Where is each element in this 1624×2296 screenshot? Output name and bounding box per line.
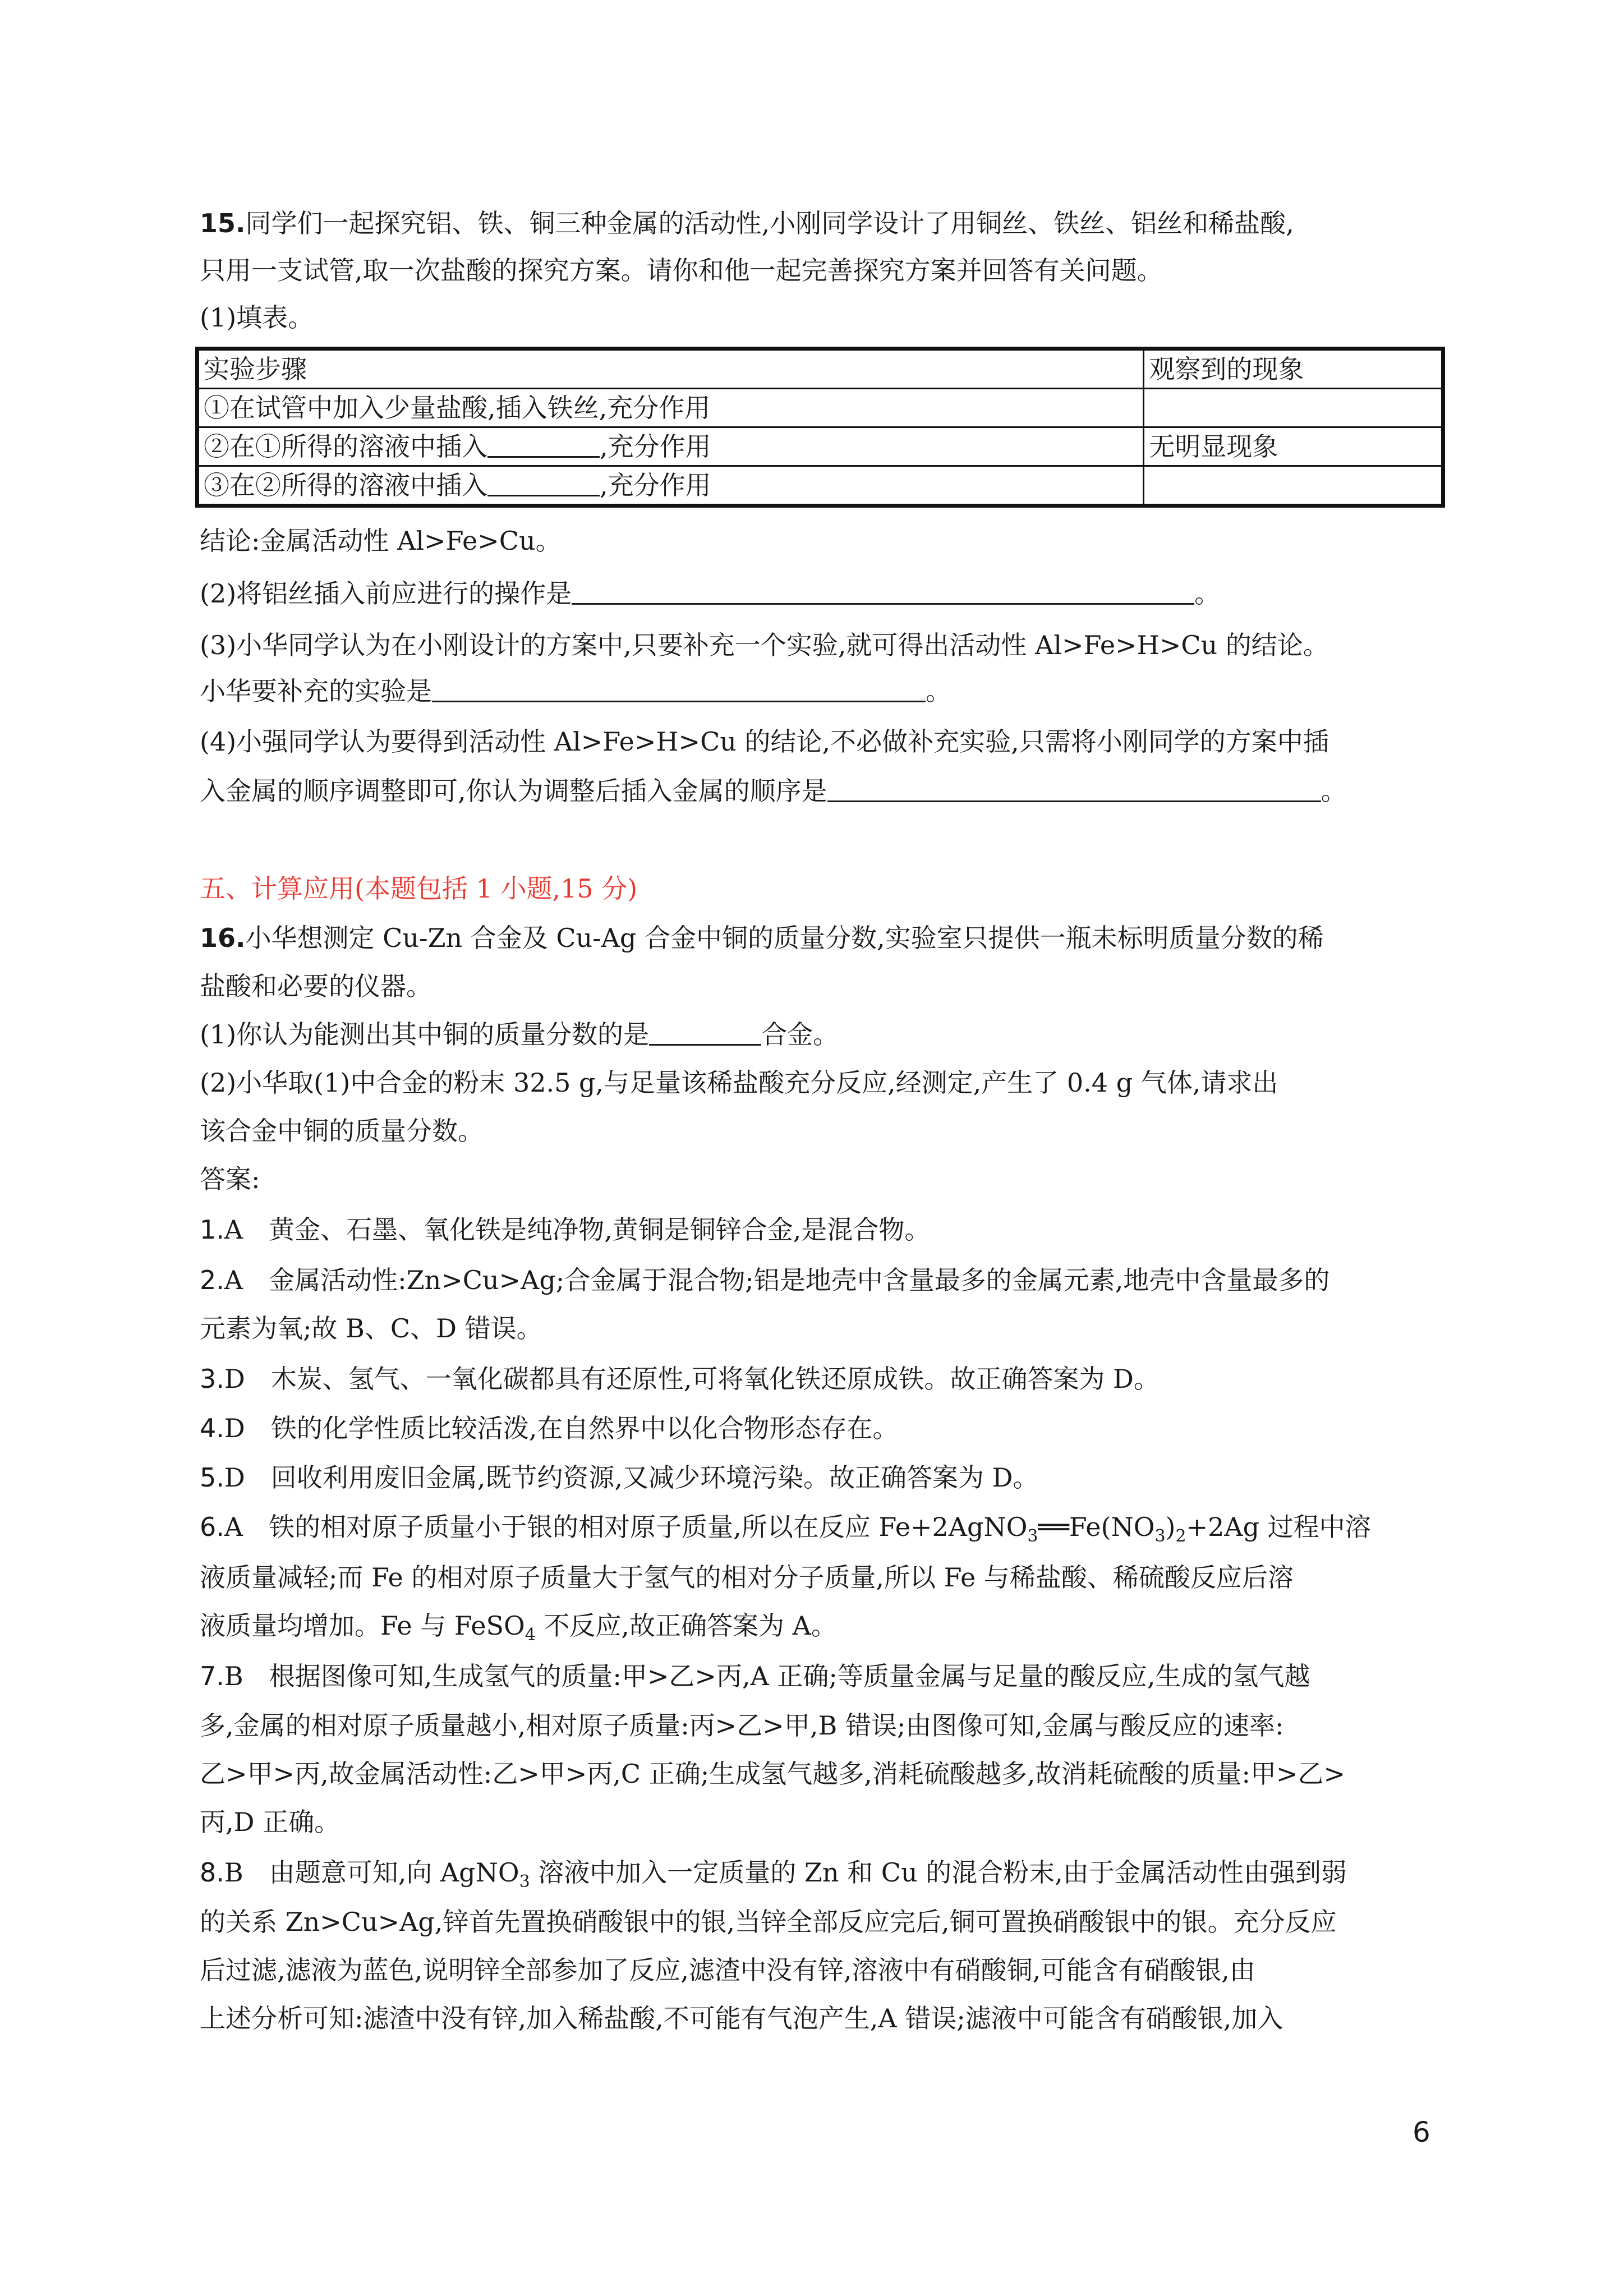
answer-6-line-1 [200,1509,1434,1554]
answer-3-text: D 木炭、氢气、一氧化碳都具有还原性,可将氧化铁还原成铁。故正确答案为 D。 [224,1364,1160,1394]
row-3-step-text-a: ③在②所得的溶液中插入 [204,470,487,500]
answer-8-text-1b: 溶液中加入一定质量的 Zn 和 Cu 的混合粉末,由于金属活动性由强到弱 [530,1857,1347,1888]
q15-part-3-line-2 [200,673,1434,709]
answer-6-sub-1: 3 [1027,1526,1038,1547]
q15-part-3-blank[interactable] [432,676,926,702]
q15-part-4-end: 。 [1321,776,1347,806]
table-header-step: 实验步骤 [197,349,1144,389]
answer-7-line-4: 丙,D 正确。 [200,1807,341,1837]
answer-6-text-1b: ══Fe(NO [1038,1512,1155,1542]
page-number: 6 [1413,2116,1430,2148]
q16-part-1-text: (1)你认为能测出其中铜的质量分数的是 [200,1019,650,1050]
q16-part-2-line-1: (2)小华取(1)中合金的粉末 32.5 g,与足量该稀盐酸充分反应,经测定,产生了 0.4 g 气体,请求出 [200,1068,1278,1098]
q15-part-4-line-2 [200,773,1434,809]
table-row-1-step: ①在试管中加入少量盐酸,插入铁丝,充分作用 [197,389,1144,427]
q15-part-4-line-1: (4)小强同学认为要得到活动性 Al>Fe>H>Cu 的结论,不必做补充实验,只需将小刚同学的方案中插 [200,726,1329,757]
answer-7-line-3: 乙>甲>丙,故金属活动性:乙>甲>丙,C 正确;生成氢气越多,消耗硫酸越多,故消耗硫酸的质量:甲>乙> [200,1759,1346,1789]
table-header-row [197,349,1443,389]
q16-text-1: 小华想测定 Cu-Zn 合金及 Cu-Ag 合金中铜的质量分数,实验室只提供一瓶未标明质量分数的稀 [245,923,1324,953]
q15-part-1: (1)填表。 [200,302,314,333]
answer-8-line-2: 的关系 Zn>Cu>Ag,锌首先置换硝酸银中的银,当锌全部反应完后,铜可置换硝酸银中的银。充分反应 [200,1907,1337,1937]
answer-6-text-3a: 液质量均增加。Fe 与 FeSO [200,1611,525,1641]
row-2-step-text-b: ,充分作用 [600,431,711,462]
q16-number: 16. [200,923,246,953]
answer-4-text: D 铁的化学性质比较活泼,在自然界中以化合物形态存在。 [224,1413,899,1443]
q15-part-2 [200,576,1434,611]
table-row-3-observation [1144,466,1443,506]
answer-4-number: 4. [200,1413,224,1443]
answer-8-line-3: 后过滤,滤液为蓝色,说明锌全部参加了反应,滤渣中没有锌,溶液中有硝酸铜,可能含有硝酸银,由 [200,1955,1255,1985]
answer-5-number: 5. [200,1462,224,1493]
answer-6-text-1d: +2Ag 过程中溶 [1186,1512,1371,1542]
q15-number: 15. [200,208,246,238]
answer-1-number: 1. [200,1214,224,1245]
q15-part-3-line-1: (3)小华同学认为在小刚设计的方案中,只要补充一个实验,就可得出活动性 Al>Fe>H>Cu 的结论。 [200,630,1329,660]
answer-1 [200,1212,1434,1248]
answer-8-line-4: 上述分析可知:滤渣中没有锌,加入稀盐酸,不可能有气泡产生,A 错误;滤液中可能含有硝酸银,加入 [200,2003,1283,2033]
q16-part-1 [200,1016,1434,1052]
answer-6-line-2: 液质量减轻;而 Fe 的相对原子质量大于氢气的相对分子质量,所以 Fe 与稀盐酸、稀硫酸反应后溶 [200,1562,1294,1593]
answer-6-sub-4: 4 [525,1625,536,1645]
q15-part-4-text: 入金属的顺序调整即可,你认为调整后插入金属的顺序是 [200,776,827,806]
q15-part-3-text: 小华要补充的实验是 [200,676,432,706]
answer-7-line-2: 多,金属的相对原子质量越小,相对原子质量:丙>乙>甲,B 错误;由图像可知,金属与酸反应的速率: [200,1710,1284,1741]
answer-5-text: D 回收利用废旧金属,既节约资源,又减少环境污染。故正确答案为 D。 [224,1462,1039,1493]
answer-7-number: 7. [200,1661,224,1691]
answer-6-text-1c: ) [1165,1512,1176,1542]
q15-part-2-text: (2)将铝丝插入前应进行的操作是 [200,578,572,609]
q15-part-3-end: 。 [926,676,951,706]
table-row-2-step [197,427,1144,466]
table-row-1-observation [1144,389,1443,427]
q16-part-1-end: 合金。 [761,1019,839,1050]
row-3-step-text-b: ,充分作用 [600,470,711,500]
q15-line-2: 只用一支试管,取一次盐酸的探究方案。请你和他一起完善探究方案并回答有关问题。 [200,255,1163,286]
q15-line-1 [200,205,1434,241]
q16-part-2-line-2: 该合金中铜的质量分数。 [200,1116,484,1146]
table-row-2-observation: 无明显现象 [1144,427,1443,466]
answer-6-sub-2: 3 [1154,1526,1166,1547]
section-5-heading: 五、计算应用(本题包括 1 小题,15 分) [200,873,638,904]
q15-text-1: 同学们一起探究铝、铁、铜三种金属的活动性,小刚同学设计了用铜丝、铁丝、铝丝和稀盐酸, [245,208,1294,238]
q15-part-2-end: 。 [1194,578,1221,609]
answer-6-text-3b: 不反应,故正确答案为 A。 [535,1611,837,1641]
table-row-3-step [197,466,1144,506]
answer-6-number: 6. [200,1512,224,1542]
answer-6-sub-3: 2 [1175,1526,1186,1547]
answer-6-text-1a: A 铁的相对原子质量小于银的相对原子质量,所以在反应 Fe+2AgNO [224,1512,1028,1542]
answer-4 [200,1410,1434,1446]
answer-8-sub-1: 3 [519,1872,530,1892]
answer-2-text-1: A 金属活动性:Zn>Cu>Ag;合金属于混合物;铝是地壳中含量最多的金属元素,地壳中含量最多的 [224,1265,1330,1295]
table-header-observation: 观察到的现象 [1144,349,1443,389]
table-row [197,466,1443,506]
answer-8-text-1a: B 由题意可知,向 AgNO [224,1857,519,1888]
answer-7-text-1: B 根据图像可知,生成氢气的质量:甲>乙>丙,A 正确;等质量金属与足量的酸反应,生成的氢气越 [224,1661,1310,1691]
row-2-step-text-a: ②在①所得的溶液中插入 [204,431,487,462]
answer-3 [200,1361,1434,1397]
answer-7-line-1 [200,1658,1434,1694]
answer-5 [200,1460,1434,1496]
row-3-answer-blank[interactable] [487,470,600,496]
answer-3-number: 3. [200,1364,224,1394]
answer-8-number: 8. [200,1857,224,1888]
answers-title: 答案: [200,1164,260,1194]
table-row [197,389,1443,427]
q15-part-2-blank[interactable] [572,578,1194,605]
experiment-table [195,347,1445,508]
q16-line-1 [200,920,1434,956]
row-2-answer-blank[interactable] [487,431,600,458]
answer-6-line-3 [200,1608,1434,1653]
q16-part-1-blank[interactable] [649,1019,761,1046]
answer-2-number: 2. [200,1265,224,1295]
answer-2-line-1 [200,1262,1434,1298]
q15-conclusion: 结论:金属活动性 Al>Fe>Cu。 [200,526,562,556]
answer-1-text: A 黄金、石墨、氧化铁是纯净物,黄铜是铜锌合金,是混合物。 [224,1214,931,1245]
table-row [197,427,1443,466]
q15-part-4-blank[interactable] [827,776,1321,802]
q16-line-2: 盐酸和必要的仪器。 [200,971,432,1001]
answer-2-line-2: 元素为氧;故 B、C、D 错误。 [200,1313,542,1343]
answer-8-line-1 [200,1855,1434,1900]
